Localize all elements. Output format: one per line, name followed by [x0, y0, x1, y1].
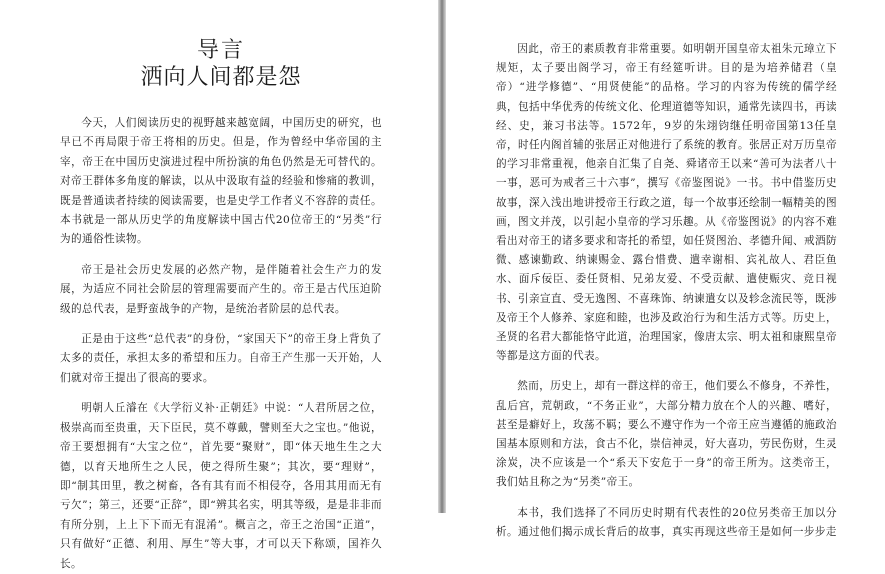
chapter-title-line1: 导言 — [196, 38, 245, 63]
chapter-title-line2: 洒向人间都是怨 — [140, 65, 302, 90]
left-page — [0, 0, 438, 570]
paragraph: 因此，帝王的素质教育非常重要。如明朝开国皇帝太祖朱元璋立下规矩，太子要出阁学习，帝王有经筵听讲。目的是为培养储君（皇帝）“进学修德”、“用贤使能”的品格。学习的内容为传统的儒学经典，包括中华优秀的传统文化、伦理道德等知识，通常先读四书，再读经、史，兼习书法等。1572年，9岁的朱翊钧继任明帝国第13任皇帝，时任内阁首辅的张居正对他进行了系统的教育。张居正对万历皇帝的学习非常重视，他亲自汇集了自尧、舜诸帝王以来“善可为法者八十一事，恶可为戒者三十六事”，撰写《帝鉴图说》一书。书中借鉴历史故事，深入浅出地讲授帝王行政之道，每一个故事还绘制一幅精美的图画，图文并茂，以引起小皇帝的学习乐趣。从《帝鉴图说》的内容不难看出对帝王的诸多要求和寄托的希望，如任贤图治、孝德升闻、戒酒防微、感谏勤政、纳谏赐金、露台惜费、遣幸谢相、宾礼故人、君臣鱼水、面斥佞臣、委任贤相、兄弟友爱、不受贡献、遣使赈灾、竞日视书、引亲宣直、受无逸图、不喜珠饰、纳谏遣女以及轸念流民等，既涉及帝王个人修养、家庭和睦，也涉及政治行为和生活方式等。历史上，圣贤的名君大都能恪守此道，治理国家，像唐太宗、明太祖和康熙皇帝等都是这方面的代表。 — [496, 43, 837, 363]
right-page — [446, 0, 885, 538]
paragraph: 明朝人丘濬在《大学衍义补·正朝廷》中说：“人君所居之位，极崇高而至贵重，天下臣民，莫不尊戴，譬则至大之宝也。”他说，帝王要想拥有“大宝之位”，首先要“聚财”，即“体天地生生之大德，以育天地所生之人民，使之得所生聚”；其次，要“理财”，即“制其田里，教之树畜，各有其有而不相侵夺，各用其用而无有亏欠”；第三，还要“正辞”，即“辨其名实，明其等级，是是非非而有所分别，上上下下而无有混淆”。概言之，帝王之治国“正道”，只有做好“正德、利用、厚生”等大事，才可以天下称颂，国祚久长。 — [60, 402, 382, 570]
paragraph: 今天，人们阅读历史的视野越来越宽阔，中国历史的研究，也早已不再局限于帝王将相的历史。但是，作为曾经中华帝国的主宰，帝王在中国历史演进过程中所扮演的角色仍然是无可替代的。对帝王群体多角度的解读，以从中汲取有益的经验和惨痛的教训，既是普通读者持续的阅读需要，也是史学工作者义不容辞的责任。本书就是一部从历史学的角度解读中国古代20位帝王的“另类”行为的通俗性读物。 — [60, 117, 382, 246]
page-gutter — [438, 0, 446, 513]
paragraph: 正是由于这些“总代表”的身份，“家国天下”的帝王身上背负了太多的责任，承担太多的希望和压力。自帝王产生那一天开始，人们就对帝王提出了很高的要求。 — [60, 333, 382, 384]
paragraph: 本书，我们选择了不同历史时期有代表性的20位另类帝王加以分析。通过他们揭示成长背后的故事，真实再现这些帝王是如何一步步走 — [496, 506, 837, 538]
chapter-title — [60, 38, 382, 92]
paragraph: 帝王是社会历史发展的必然产物，是伴随着社会生产力的发展，为适应不同社会阶层的管理需要而产生的。帝王是古代压迫阶级的总代表，是野蛮战争的产物，是统治者阶层的总代表。 — [60, 263, 382, 315]
paragraph: 然而，历史上，却有一群这样的帝王，他们要么不修身，不养性，乱后宫，荒朝政，“不务正业”，大部分精力放在个人的兴趣、嗜好，甚至是癖好上，玫荡不羁；要么不遵守作为一个帝王应当遵循的施政治国基本原则和方法，食古不化，崇信神灵，好大喜功，劳民伤财，生灵涂炭，决不应该是一个“系天下安危于一身”的帝王所为。这类帝王，我们姑且称之为“另类”帝王。 — [496, 380, 837, 489]
